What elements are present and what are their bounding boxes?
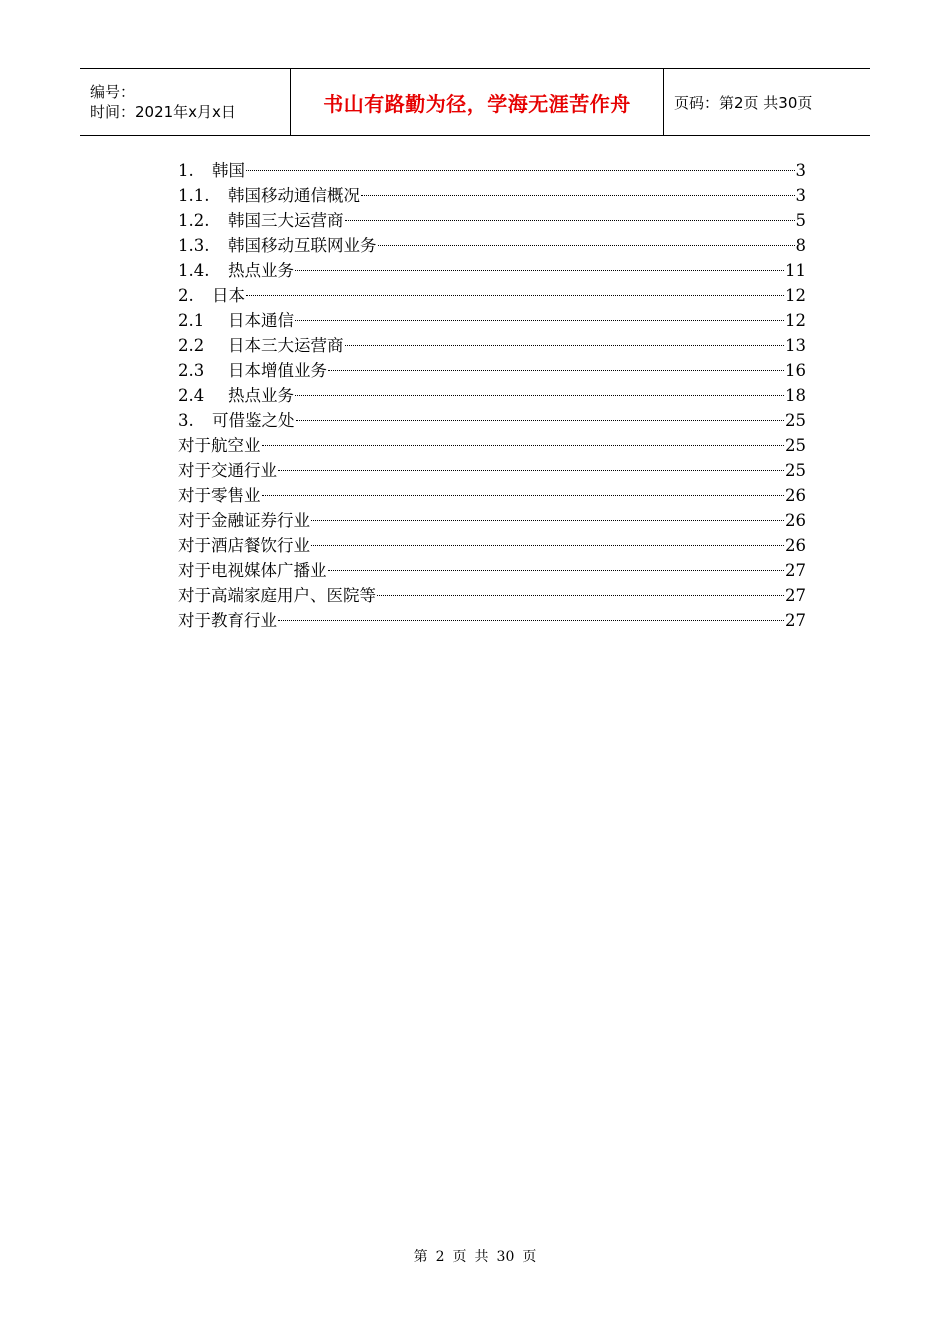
header-motto: 书山有路勤为径，学海无涯苦作舟 (323, 91, 631, 116)
toc-entry-title: 对于航空业 (178, 436, 261, 455)
toc-entry-page: 25 (785, 436, 806, 455)
toc-dot-leader (311, 520, 784, 521)
toc-dot-leader (262, 495, 785, 496)
toc-entry[interactable] (178, 533, 806, 558)
toc-entry-title: 对于电视媒体广播业 (178, 561, 327, 580)
toc-entry-page: 18 (785, 386, 806, 405)
toc-entry[interactable] (178, 608, 806, 633)
toc-entry-title: 日本三大运营商 (228, 336, 344, 355)
toc-dot-leader (328, 370, 784, 371)
toc-entry-page: 27 (785, 561, 806, 580)
toc-entry-page: 13 (785, 336, 806, 355)
toc-dot-leader (278, 470, 784, 471)
toc-entry[interactable] (178, 258, 806, 283)
toc-entry-page: 26 (785, 486, 806, 505)
page-header (80, 68, 870, 136)
toc-entry[interactable] (178, 583, 806, 608)
toc-entry-title: 韩国 (212, 161, 245, 180)
toc-entry-title: 韩国三大运营商 (228, 211, 344, 230)
toc-entry-number: 1.3. (178, 236, 210, 255)
toc-entry[interactable] (178, 483, 806, 508)
toc-entry[interactable] (178, 558, 806, 583)
toc-entry-page: 26 (785, 511, 806, 530)
toc-entry-title: 日本通信 (228, 311, 294, 330)
toc-entry-title: 日本 (212, 286, 245, 305)
page-label: 页码：第2页 共30页 (674, 93, 813, 112)
footer-word-gong: 共 (474, 1249, 489, 1265)
toc-entry[interactable] (178, 158, 806, 183)
header-motto-cell (291, 69, 664, 136)
toc-entry[interactable] (178, 183, 806, 208)
toc-entry[interactable] (178, 358, 806, 383)
header-meta (80, 69, 291, 136)
toc-entry-title: 热点业务 (228, 386, 294, 405)
toc-entry-number: 1.1. (178, 186, 210, 205)
toc-entry-title: 可借鉴之处 (212, 411, 295, 430)
toc-entry[interactable] (178, 208, 806, 233)
toc-entry-title: 对于金融证券行业 (178, 511, 310, 530)
toc-entry-title: 对于交通行业 (178, 461, 277, 480)
toc-entry-number: 3. (178, 411, 194, 430)
toc-entry[interactable] (178, 333, 806, 358)
toc-entry-number: 2. (178, 286, 194, 305)
toc-entry-title: 日本增值业务 (228, 361, 327, 380)
toc-entry-page: 25 (785, 411, 806, 430)
toc-dot-leader (377, 595, 784, 596)
toc-dot-leader (246, 295, 784, 296)
toc-entry[interactable] (178, 508, 806, 533)
toc-entry-page: 3 (795, 186, 806, 205)
toc-entry-title: 对于教育行业 (178, 611, 277, 630)
toc-dot-leader (295, 320, 784, 321)
toc-entry-number: 2.3 (178, 361, 205, 380)
toc-entry-title: 对于高端家庭用户、医院等 (178, 586, 376, 605)
toc-dot-leader (361, 195, 795, 196)
toc-dot-leader (262, 445, 785, 446)
toc-entry-page: 12 (785, 311, 806, 330)
toc-entry-title: 韩国移动互联网业务 (228, 236, 377, 255)
toc-entry[interactable] (178, 433, 806, 458)
toc-dot-leader (311, 545, 784, 546)
footer-word-ye: 页 (452, 1249, 467, 1265)
toc-entry-number: 1. (178, 161, 194, 180)
toc-entry-number: 1.4. (178, 261, 210, 280)
toc-dot-leader (345, 220, 795, 221)
toc-dot-leader (246, 170, 795, 171)
toc-entry-page: 16 (785, 361, 806, 380)
toc-entry-title: 热点业务 (228, 261, 294, 280)
toc-dot-leader (345, 345, 785, 346)
toc-entry-page: 25 (785, 461, 806, 480)
toc-entry[interactable] (178, 308, 806, 333)
footer-word-ye2: 页 (522, 1249, 537, 1265)
toc-entry-page: 27 (785, 611, 806, 630)
toc-dot-leader (295, 270, 784, 271)
toc-entry-page: 5 (795, 211, 806, 230)
toc-entry[interactable] (178, 408, 806, 433)
toc-entry-page: 11 (785, 261, 806, 280)
toc-entry-page: 26 (785, 536, 806, 555)
toc-dot-leader (328, 570, 785, 571)
toc-entry-page: 3 (795, 161, 806, 180)
toc-entry-title: 对于酒店餐饮行业 (178, 536, 310, 555)
toc-entry-number: 2.2 (178, 336, 205, 355)
header-page-info (664, 69, 871, 136)
toc-dot-leader (296, 420, 785, 421)
toc-entry-number: 2.4 (178, 386, 205, 405)
toc-entry-page: 12 (785, 286, 806, 305)
toc-dot-leader (278, 620, 784, 621)
toc-dot-leader (378, 245, 795, 246)
toc-entry[interactable] (178, 233, 806, 258)
toc-entry[interactable] (178, 383, 806, 408)
footer-total-pages: 30 (496, 1249, 515, 1265)
page-footer (0, 1246, 950, 1266)
number-label: 编号： (90, 83, 136, 101)
toc-entry[interactable] (178, 283, 806, 308)
toc-dot-leader (295, 395, 784, 396)
toc-entry-page: 8 (795, 236, 806, 255)
footer-current-page: 2 (435, 1249, 445, 1265)
toc-entry-number: 1.2. (178, 211, 210, 230)
toc-entry-title: 对于零售业 (178, 486, 261, 505)
footer-word-di: 第 (413, 1249, 428, 1265)
toc-entry-title: 韩国移动通信概况 (228, 186, 360, 205)
table-of-contents (178, 158, 806, 633)
time-label: 时间：2021年x月x日 (90, 103, 236, 121)
toc-entry-page: 27 (785, 586, 806, 605)
toc-entry-number: 2.1 (178, 311, 205, 330)
toc-entry[interactable] (178, 458, 806, 483)
